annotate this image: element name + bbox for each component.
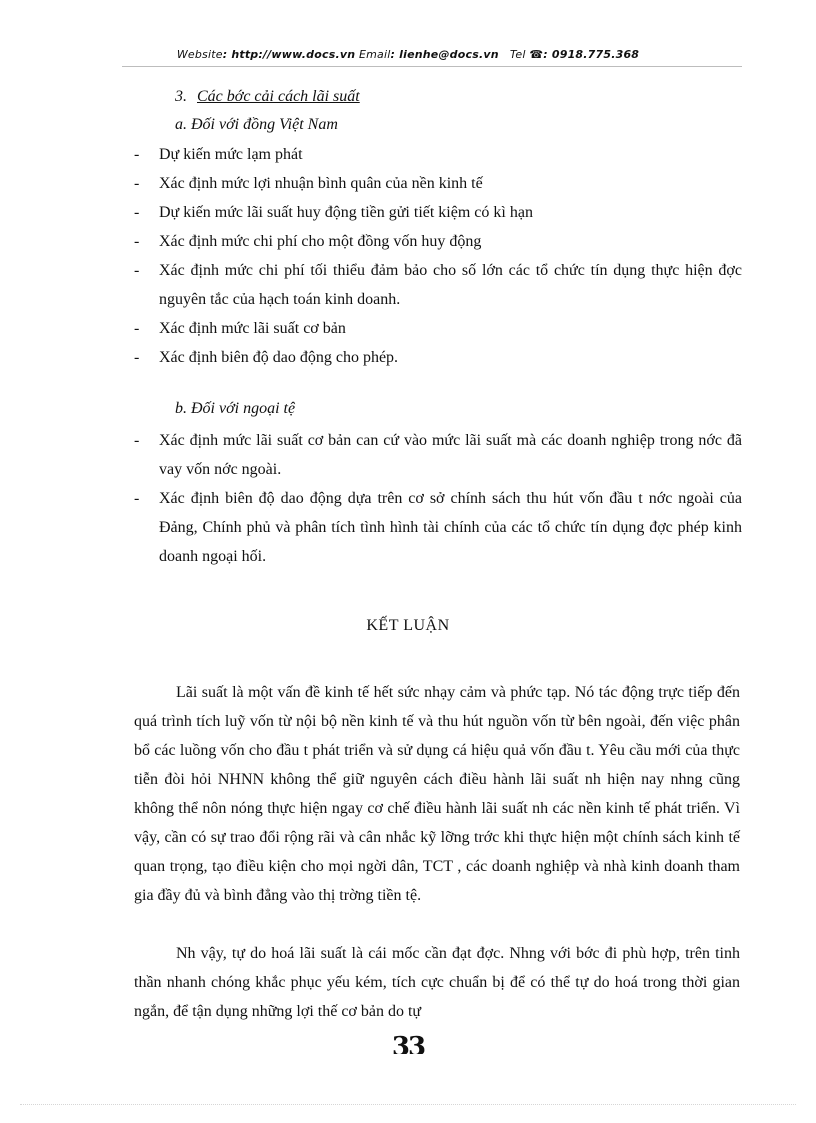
section-3-number: 3. (175, 88, 187, 105)
bullet-dash: - (134, 349, 140, 366)
conclusion-paragraph-2: Nh vậy, tự do hoá lãi suất là cái mốc cần đạt đợc. Nhng với bớc đi phù hợp, trên tinh thần nhanh chóng khắc phục yếu kém, tích cực chuẩn bị để có thể tự do hoá trong thời gian ngắn, để tận dụng những lợi thế cơ bản do tự (134, 945, 740, 1020)
list-item: - Xác định biên độ dao động dựa trên cơ sở chính sách thu hút vốn đầu t nớc ngoài của Đảng, Chính phủ và phân tích tình hình tài chính của các tổ chức tín dụng đợc phép kinh doanh ngoại hối. (132, 484, 742, 571)
email-value: : lienhe@docs.vn (390, 48, 499, 61)
section-3-title: Các bớc cải cách lãi suất (197, 88, 360, 105)
bullet-dash: - (134, 320, 140, 337)
email-label: Email (358, 48, 391, 61)
bullet-dash: - (134, 262, 140, 279)
section-a-heading: a. Đối với đồng Việt Nam (175, 116, 338, 133)
header-divider (122, 66, 742, 67)
bullet-dash: - (134, 490, 140, 507)
list-item: - Xác định biên độ dao động cho phép. (132, 343, 742, 372)
list-item: - Xác định mức chi phí cho một đồng vốn huy động (132, 227, 742, 256)
tel-value: : 0918.775.368 (543, 48, 640, 61)
list-item: - Xác định mức lãi suất cơ bản (132, 314, 742, 343)
bullet-dash: - (134, 233, 140, 250)
page-header (0, 48, 816, 61)
footer-dotted-line (20, 1104, 796, 1105)
bullet-dash: - (134, 204, 140, 221)
list-item: - Xác định mức chi phí tối thiểu đảm bảo cho số lớn các tổ chức tín dụng thực hiện đợc nguyên tắc của hạch toán kinh doanh. (132, 256, 742, 314)
bullet-dash: - (134, 175, 140, 192)
bullet-dash: - (134, 146, 140, 163)
list-item: - Xác định mức lãi suất cơ bản can cứ vào mức lãi suất mà các doanh nghiệp trong nớc đã vay vốn nớc ngoài. (132, 426, 742, 484)
phone-icon: ☎ (529, 48, 544, 61)
section-3-heading (175, 88, 360, 106)
list-item: - Dự kiến mức lãi suất huy động tiền gửi tiết kiệm có kì hạn (132, 198, 742, 227)
bullet-dash: - (134, 432, 140, 449)
list-item: - Dự kiến mức lạm phát (132, 140, 742, 169)
page-number: 33 (391, 1032, 425, 1054)
section-b-heading: b. Đối với ngoại tệ (175, 400, 296, 417)
conclusion-heading: KẾT LUẬN (366, 617, 450, 634)
website-label: Website (176, 48, 223, 61)
tel-label: Tel (509, 48, 526, 61)
conclusion-paragraph-1: Lãi suất là một vấn đề kinh tế hết sức nhạy cảm và phức tạp. Nó tác động trực tiếp đến quá trình tích luỹ vốn từ nội bộ nền kinh tế và thu hút nguồn vốn từ bên ngoài, đến việc phân bổ các luồng vốn cho đầu t phát triển và sử dụng cá hiệu quả vốn đầu t. Yêu cầu mới của thực tiễn đòi hỏi NHNN không thể giữ nguyên cách điều hành lãi suất nh hiện nay nhng cũng không thể nôn nóng thực hiện ngay cơ chế điều hành lãi suất nh các nền kinh tế phát triển. Vì vậy, cần có sự trao đổi rộng rãi và cân nhắc kỹ lỡng trớc khi thực hiện một chính sách kinh tế quan trọng, tạo điều kiện cho mọi ngời dân, TCT , các doanh nghiệp và nhà kinh doanh tham gia đầy đủ và bình đẳng vào thị trờng tiền tệ. (134, 684, 740, 904)
section-a-list (132, 140, 742, 372)
list-item: - Xác định mức lợi nhuận bình quân của nền kinh tế (132, 169, 742, 198)
website-value: : http://www.docs.vn (222, 48, 356, 61)
section-b-list (132, 426, 742, 571)
